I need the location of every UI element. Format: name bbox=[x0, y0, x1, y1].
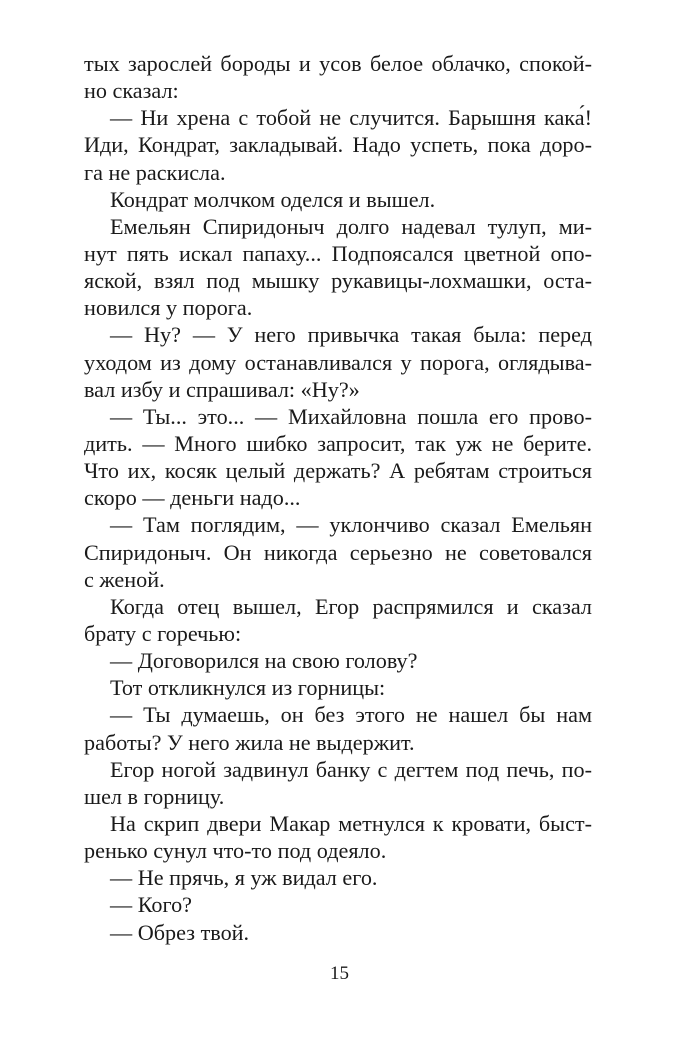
text-line: Что их, косяк целый держать? А ребятам строиться bbox=[84, 458, 592, 484]
text-line: Иди, Кондрат, закладывай. Надо успеть, пока доро- bbox=[84, 132, 592, 158]
text-line: вал избу и спрашивал: «Ну?» bbox=[84, 376, 360, 402]
text-line: шел в горницу. bbox=[84, 783, 225, 809]
text-line: — Договорился на свою голову? bbox=[110, 648, 418, 674]
page-number: 15 bbox=[330, 963, 349, 984]
text-line: новился у порога. bbox=[84, 295, 253, 321]
book-page-text bbox=[84, 50, 592, 946]
text-line: — Обрез твой. bbox=[110, 919, 250, 945]
text-line: тых зарослей бороды и усов белое облачко, спокой- bbox=[84, 51, 592, 76]
text-line: — Ну? — У него привычка такая была: перед bbox=[110, 322, 592, 348]
text-line: Тот откликнулся из горницы: bbox=[110, 675, 386, 701]
text-line: На скрип двери Макар метнулся к кровати, быст- bbox=[110, 810, 592, 836]
text-line: работы? У него жила не выдержит. bbox=[84, 729, 415, 755]
text-line: Егор ногой задвинул банку с дегтем под печь, по- bbox=[110, 756, 592, 782]
text-line: Спиридоныч. Он никогда серьезно не советовался bbox=[84, 539, 592, 565]
text-line: — Ты... это... — Михайловна пошла его прово- bbox=[110, 403, 592, 429]
text-line: ренько сунул что-то под одеяло. bbox=[84, 838, 387, 864]
text-line: скоро — деньги надо... bbox=[84, 485, 301, 511]
text-line: дить. — Много шибко запросит, так уж не берите. bbox=[84, 430, 592, 456]
text-line: — Не прячь, я уж видал его. bbox=[110, 865, 378, 891]
text-line: Кондрат молчком оделся и вышел. bbox=[110, 186, 436, 212]
text-line: с женой. bbox=[84, 566, 165, 592]
text-line: брату с горечью: bbox=[84, 620, 242, 646]
text-line: — Кого? bbox=[110, 892, 193, 918]
text-line: но сказал: bbox=[84, 78, 179, 104]
text-line: — Там поглядим, — уклончиво сказал Емельян bbox=[110, 512, 592, 538]
text-line: — Ни хрена с тобой не случится. Барышня кака́! bbox=[110, 105, 592, 131]
text-line: Емельян Спиридоныч долго надевал тулуп, ми- bbox=[110, 213, 592, 239]
text-line: Когда отец вышел, Егор распрямился и сказал bbox=[110, 593, 592, 619]
text-line: га не раскисла. bbox=[84, 159, 226, 185]
text-line: нут пять искал папаху... Подпоясался цветной опо- bbox=[84, 240, 592, 266]
text-line: уходом из дому останавливался у порога, оглядыва- bbox=[84, 349, 592, 375]
text-line: — Ты думаешь, он без этого не нашел бы нам bbox=[110, 702, 592, 728]
text-line: яской, взял под мышку рукавицы-лохмашки, оста- bbox=[84, 268, 592, 294]
